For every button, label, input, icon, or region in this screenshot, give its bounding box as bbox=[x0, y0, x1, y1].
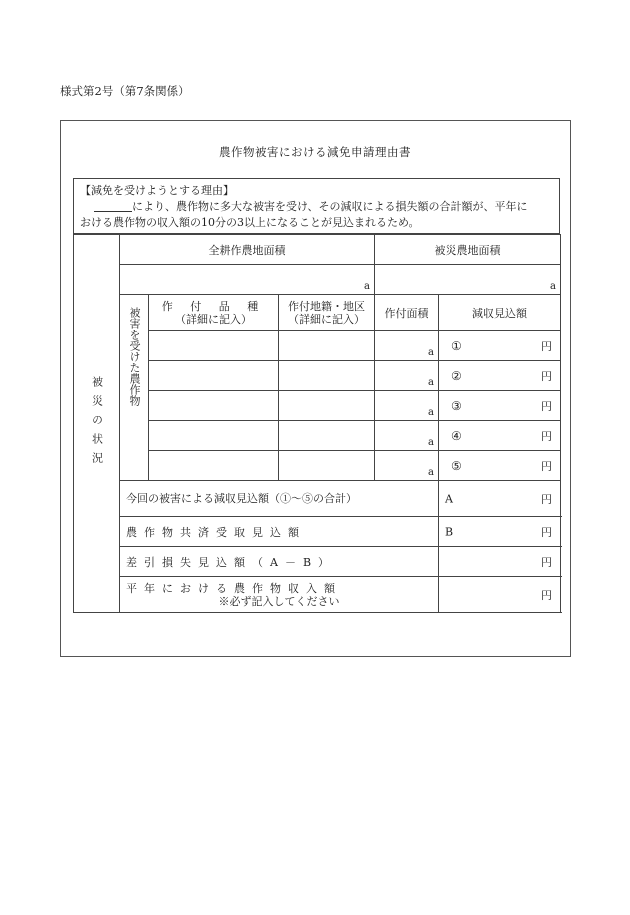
unit-are: a bbox=[550, 281, 556, 292]
unit-yen: 円 bbox=[541, 492, 552, 506]
crop-location-field[interactable] bbox=[279, 361, 375, 391]
crop-area-field[interactable] bbox=[375, 451, 439, 481]
crop-item-field[interactable] bbox=[149, 331, 279, 361]
unit-yen: 円 bbox=[541, 339, 552, 353]
crop-loss-field[interactable] bbox=[439, 331, 561, 361]
crop-item-header bbox=[149, 295, 279, 331]
crop-area-header: 作付面積 bbox=[375, 295, 439, 331]
crop-item-field[interactable] bbox=[149, 361, 279, 391]
crop-location-field[interactable] bbox=[279, 331, 375, 361]
insurance-label: 農作物共済受取見込額 bbox=[126, 525, 306, 539]
insurance-label-cell bbox=[120, 517, 439, 547]
unit-are: a bbox=[364, 281, 370, 292]
reason-blank-field[interactable] bbox=[94, 199, 132, 212]
normal-income-field[interactable] bbox=[439, 577, 561, 613]
crop-location-field[interactable] bbox=[279, 451, 375, 481]
reason-box bbox=[73, 178, 560, 234]
row-number: ② bbox=[451, 368, 462, 383]
unit-are: a bbox=[428, 467, 434, 478]
crop-item-header-line1: 作 付 品 種 bbox=[161, 299, 266, 313]
unit-are: a bbox=[428, 377, 434, 388]
total-area-header: 全耕作農地面積 bbox=[120, 235, 375, 265]
unit-yen: 円 bbox=[541, 399, 552, 413]
row-number: ④ bbox=[451, 428, 462, 443]
crop-area-field[interactable] bbox=[375, 361, 439, 391]
crop-area-field[interactable] bbox=[375, 421, 439, 451]
normal-income-label-cell bbox=[120, 577, 439, 613]
crop-loss-header: 減収見込額 bbox=[439, 295, 561, 331]
crop-item-field[interactable] bbox=[149, 421, 279, 451]
unit-yen: 円 bbox=[541, 459, 552, 473]
total-area-field[interactable] bbox=[120, 265, 375, 295]
crop-label: 被害を受けた農作物 bbox=[128, 307, 141, 406]
net-loss-label-cell bbox=[120, 547, 439, 577]
damage-table bbox=[73, 234, 561, 613]
net-loss-label: 差引損失見込額（A－B） bbox=[126, 555, 337, 569]
reason-text-1: により、農作物に多大な被害を受け、その減収による損失額の合計額が、平年に bbox=[132, 200, 528, 213]
crop-loss-field[interactable] bbox=[439, 451, 561, 481]
marker-a: A bbox=[445, 492, 453, 505]
damaged-area-field[interactable] bbox=[375, 265, 561, 295]
crop-loss-field[interactable] bbox=[439, 421, 561, 451]
crop-label-cell bbox=[120, 295, 149, 481]
normal-income-label: 平年における農作物収入額 bbox=[126, 581, 342, 595]
crop-item-field[interactable] bbox=[149, 391, 279, 421]
crop-location-header bbox=[279, 295, 375, 331]
crop-area-field[interactable] bbox=[375, 391, 439, 421]
crop-item-header-line2: （詳細に記入） bbox=[175, 312, 252, 326]
form-number: 様式第2号（第7条関係） bbox=[60, 84, 190, 98]
document-title: 農作物被害における減免申請理由書 bbox=[219, 145, 411, 159]
crop-location-header-line2: （詳細に記入） bbox=[288, 312, 365, 326]
reason-line-2: おける農作物の収入額の10分の3以上になることが見込まれるため。 bbox=[80, 216, 420, 229]
total-loss-field[interactable] bbox=[439, 481, 561, 517]
row-number: ① bbox=[451, 338, 462, 353]
crop-location-field[interactable] bbox=[279, 391, 375, 421]
unit-yen: 円 bbox=[541, 588, 552, 602]
crop-location-header-line1: 作付地籍・地区 bbox=[288, 299, 365, 313]
unit-yen: 円 bbox=[541, 555, 552, 569]
crop-loss-field[interactable] bbox=[439, 391, 561, 421]
total-loss-label: 今回の被害による減収見込額（①〜⑤の合計） bbox=[120, 481, 439, 517]
unit-yen: 円 bbox=[541, 369, 552, 383]
insurance-field[interactable] bbox=[439, 517, 561, 547]
crop-loss-field[interactable] bbox=[439, 361, 561, 391]
normal-income-note: ※必ず記入してください bbox=[218, 594, 340, 608]
unit-yen: 円 bbox=[541, 429, 552, 443]
unit-are: a bbox=[428, 347, 434, 358]
unit-are: a bbox=[428, 437, 434, 448]
crop-location-field[interactable] bbox=[279, 421, 375, 451]
net-loss-field[interactable] bbox=[439, 547, 561, 577]
crop-item-field[interactable] bbox=[149, 451, 279, 481]
crop-area-field[interactable] bbox=[375, 331, 439, 361]
marker-b: B bbox=[445, 525, 454, 538]
status-label: 被災の状況 bbox=[90, 376, 104, 471]
unit-yen: 円 bbox=[541, 525, 552, 539]
row-number: ⑤ bbox=[451, 458, 462, 473]
damaged-area-header: 被災農地面積 bbox=[375, 235, 561, 265]
reason-heading: 【減免を受けようとする理由】 bbox=[80, 184, 234, 197]
unit-are: a bbox=[428, 407, 434, 418]
row-number: ③ bbox=[451, 398, 462, 413]
status-label-cell bbox=[74, 235, 120, 613]
reason-line-1 bbox=[94, 199, 528, 214]
